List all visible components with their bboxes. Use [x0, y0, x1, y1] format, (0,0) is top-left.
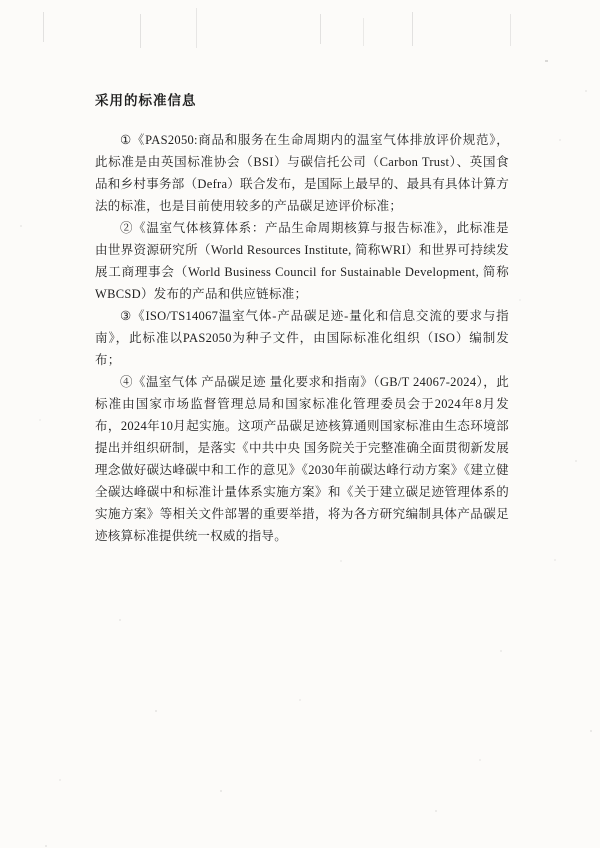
- paragraph-standard-iso-ts14067: ③《ISO/TS14067温室气体-产品碳足迹-量化和信息交流的要求与指南》，此标准以PAS2050为种子文件，由国际标准化组织（ISO）编制发布；: [95, 309, 509, 367]
- section-title: 采用的标准信息: [95, 93, 197, 108]
- scan-artifact: [510, 14, 511, 46]
- scan-artifact: [363, 18, 364, 46]
- scan-artifact: [140, 14, 141, 48]
- scan-artifact: [320, 14, 321, 44]
- scan-artifact: [196, 8, 197, 48]
- paragraph-standard-pas2050: ①《PAS2050:商品和服务在生命周期内的温室气体排放评价规范》，此标准是由英国标准协会（BSI）与碳信托公司（Carbon Trust）、英国食品和乡村事务部（Defra）联合发布，是国际上最早的、最具有具体计算方法的标准，也是目前使用较多的产品碳足迹评价标准；: [95, 133, 509, 213]
- scan-noise: [0, 0, 2, 2]
- scan-artifact: [545, 60, 548, 62]
- document-body: [95, 90, 509, 547]
- scan-artifact: [412, 12, 413, 46]
- scan-artifact: [43, 12, 44, 42]
- paragraph-standard-gbt24067: ④《温室气体 产品碳足迹 量化要求和指南》（GB/T 24067-2024），此标准由国家市场监督管理总局和国家标准化管理委员会于2024年8月发布，2024年10月起实施。这项产品碳足迹核算通则国家标准由生态环境部提出并组织研制，是落实《中共中央 国务院关于完整准确全面贯彻新发展理念做好碳达峰碳中和工作的意见》《2030年前碳达峰行动方案》《建立健全碳达峰碳中和标准计量体系实施方案》和《关于建立碳足迹管理体系的实施方案》等相关文件部署的重要举措，将为各方研究编制具体产品碳足迹核算标准提供统一权威的指导。: [95, 375, 509, 543]
- paragraph-standard-ghg-protocol: ②《温室气体核算体系：产品生命周期核算与报告标准》，此标准是由世界资源研究所（World Resources Institute, 简称WRI）和世界可持续发展工商理事会（World Business Council for Sustainable Development, 简称WBCSD）发布的产品和供应链标准；: [95, 221, 509, 301]
